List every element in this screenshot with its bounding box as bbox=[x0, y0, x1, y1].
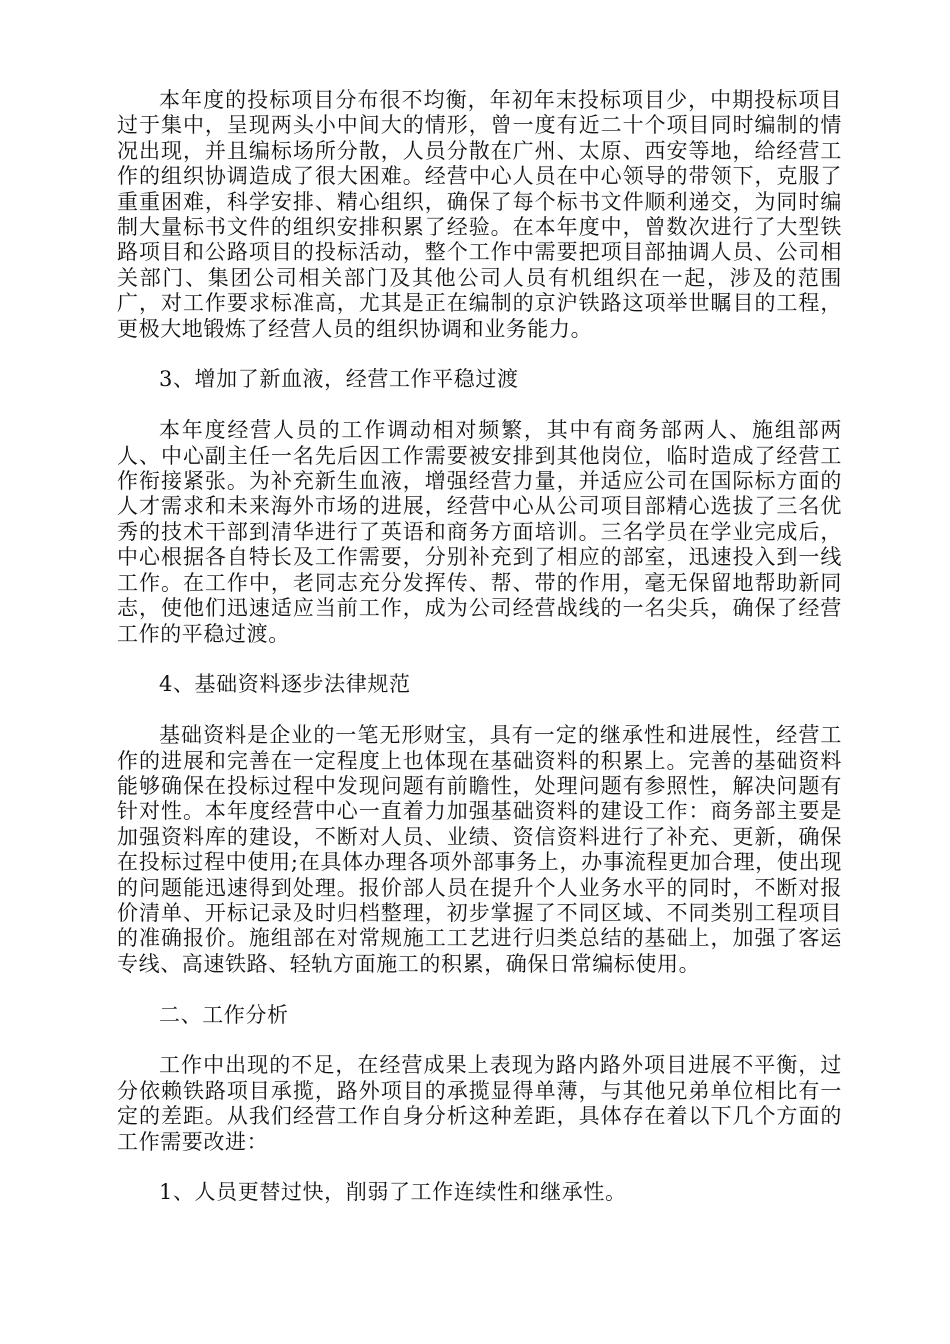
heading-basic-data: 4、基础资料逐步法律规范 bbox=[159, 672, 411, 697]
paragraph-staff-changes: 本年度经营人员的工作调动相对频繁，其中有商务部两人、施组部两人、中心副主任一名先后因工作需要被安排到其他岗位，临时造成了经营工作衔接紧张。为补充新生血液，增强经营力量，并适应公司在国际标方面的人才需求和未来海外市场的进展，经营中心从公司项目部精心选拔了三名优秀的技术干部到清华进行了英语和商务方面培训。三名学员在学业完成后，中心根据各自特长及工作需要，分别补充到了相应的部室，迅速投入到一线工作。在工作中，老同志充分发挥传、帮、带的作用，毫无保留地帮助新同志，使他们迅速适应当前工作，成为公司经营战线的一名尖兵，确保了经营工作的平稳过渡。 bbox=[117, 418, 842, 646]
paragraph-shortcomings: 工作中出现的不足，在经营成果上表现为路内路外项目进展不平衡，过分依赖铁路项目承揽，路外项目的承揽显得单薄，与其他兄弟单位相比有一定的差距。从我们经营工作自身分析这种差距，具体存在着以下几个方面的工作需要改进： bbox=[117, 1053, 842, 1154]
paragraph-basic-data: 基础资料是企业的一笔无形财宝，具有一定的继承性和进展性，经营工作的进展和完善在一定程度上也体现在基础资料的积累上。完善的基础资料能够确保在投标过程中发现问题有前瞻性，处理问题有参照性，解决问题有针对性。本年度经营中心一直着力加强基础资料的建设工作：商务部主要是加强资料库的建设，不断对人员、业绩、资信资料进行了补充、更新，确保在投标过程中使用;在具体办理各项外部事务上，办事流程更加合理，使出现的问题能迅速得到处理。报价部人员在提升个人业务水平的同时，不断对报价清单、开标记录及时归档整理，初步掌握了不同区域、不同类别工程项目的准确报价。施组部在对常规施工工艺进行归类总结的基础上，加强了客运专线、高速铁路、轻轨方面施工的积累，确保日常编标使用。 bbox=[117, 723, 842, 976]
heading-staff-turnover: 1、人员更替过快，削弱了工作连续性和继承性。 bbox=[159, 1180, 627, 1205]
heading-new-blood: 3、增加了新血液，经营工作平稳过渡 bbox=[159, 367, 519, 392]
paragraph-bid-distribution: 本年度的投标项目分布很不均衡，年初年末投标项目少，中期投标项目过于集中，呈现两头小中间大的情形，曾一度有近二十个项目同时编制的情况出现，并且编标场所分散，人员分散在广州、太原、西安等地，给经营工作的组织协调造成了很大困难。经营中心人员在中心领导的带领下，克服了重重困难，科学安排、精心组织，确保了每个标书文件顺利递交，为同时编制大量标书文件的组织安排积累了经验。在本年度中，曾数次进行了大型铁路项目和公路项目的投标活动，整个工作中需要把项目部抽调人员、公司相关部门、集团公司相关部门及其他公司人员有机组织在一起，涉及的范围广，对工作要求标准高，尤其是正在编制的京沪铁路这项举世瞩目的工程，更极大地锻炼了经营人员的组织协调和业务能力。 bbox=[117, 88, 842, 341]
heading-work-analysis: 二、工作分析 bbox=[159, 1002, 289, 1027]
document-body bbox=[117, 88, 842, 1231]
